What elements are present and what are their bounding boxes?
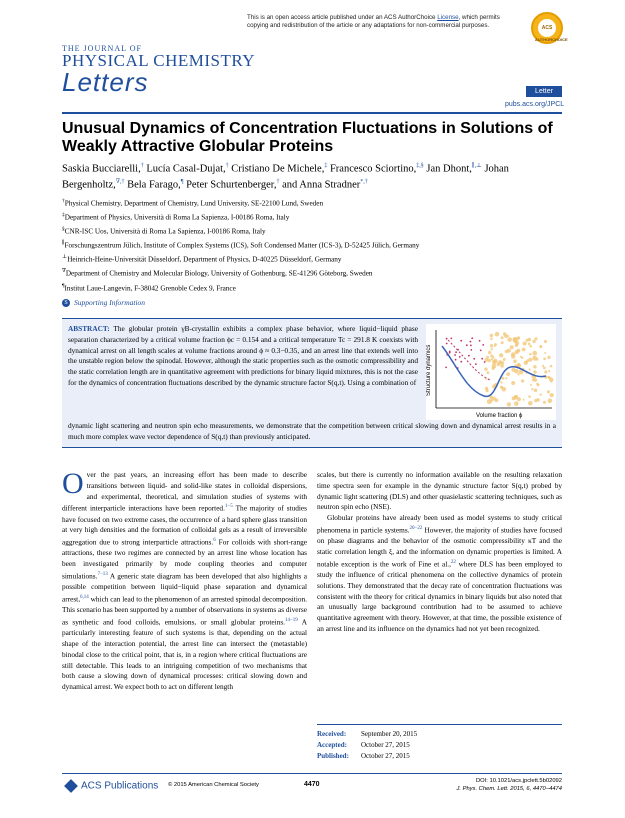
toc-dot bbox=[528, 358, 532, 362]
toc-dot bbox=[475, 363, 477, 365]
author-list bbox=[62, 160, 562, 192]
acs-authorchoice-badge bbox=[531, 12, 568, 44]
toc-dot bbox=[491, 348, 493, 350]
affiliation: ‡Department of Physics, Università di Roma La Sapienza, I-00186 Roma, Italy bbox=[62, 212, 290, 222]
toc-dot bbox=[515, 344, 518, 347]
toc-dot bbox=[490, 344, 493, 347]
toc-dot bbox=[505, 377, 507, 379]
toc-dot bbox=[481, 358, 483, 360]
toc-dot bbox=[529, 368, 531, 370]
toc-dot bbox=[532, 351, 537, 356]
affiliation: ∇Department of Chemistry and Molecular Biology, University of Gothenburg, SE-41296 Göteborg, Sweden bbox=[62, 268, 373, 278]
toc-dot bbox=[487, 371, 490, 374]
author: Johan Bergenholtz, bbox=[62, 163, 509, 191]
affiliation: ⊥Heinrich-Heine-Universität Düsseldorf, Department of Physics, D-40225 Düsseldorf, Germany bbox=[62, 254, 342, 264]
page-number: 4470 bbox=[304, 781, 320, 788]
toc-dot bbox=[495, 332, 500, 337]
toc-dot bbox=[550, 393, 554, 397]
body-column-left: Over the past years, an increasing effort has been made to describe transitions between liquid- and solid-like states in colloidal dispersions, and experimental, theoretical, and simulation studies of systems with different interparticle interactions have been reported.$^{1-5}$ The majority of studies have focused on two extreme cases, the occurrence of a hard sphere glass transition at very high densities and the formation of colloidal gels as a result of irreversible aggregation due to strong interparticle attractions.$^6$ For colloids with short-range attractions, these two regimes are connected by an arrest line whose location has been investigated primarily by mode coupling theories and computer simulations.$^{7-13}$ A generic state diagram has been developed that also highlights a possible competition between liquid−liquid phase separation and dynamical arrest,$^{6,14}$ which can lead to the phenomenon of an arrested spinodal decomposition. This scenario has been supported by a number of observations in systems as diverse as synthetic and food colloids, emulsions, or small globular proteins.$^{14-19}$ A particularly interesting feature of such systems is that, depending on the actual shape of the interaction potential, the arrest line can intersect the (metastable) binodal close to the critical point, that is, in a region where critical fluctuations are still detectable. This leads to an intriguing competition of two mechanisms that both cause a slowing down of dynamical processes: critical slowing down and dynamical arrest. We expect both to act on different length bbox=[62, 467, 307, 692]
author-affiliation-mark: *,† bbox=[360, 179, 368, 185]
footer-rule bbox=[62, 773, 562, 774]
toc-dot bbox=[547, 390, 550, 393]
toc-dot bbox=[515, 350, 519, 354]
copyright: © 2015 American Chemical Society bbox=[168, 782, 259, 788]
toc-dot bbox=[495, 398, 499, 402]
toc-dot bbox=[514, 369, 519, 374]
toc-dot bbox=[490, 338, 493, 341]
toc-dot bbox=[543, 401, 546, 404]
toc-dot bbox=[507, 335, 509, 337]
affiliation: †Physical Chemistry, Department of Chemistry, Lund University, SE-22100 Lund, Sweden bbox=[62, 198, 324, 208]
toc-dot bbox=[459, 356, 461, 358]
toc-dot bbox=[488, 351, 491, 354]
supporting-info-icon: S bbox=[62, 299, 70, 307]
toc-dot bbox=[488, 359, 491, 362]
doi[interactable]: DOI: 10.1021/acs.jpclett.5b02092 bbox=[475, 778, 562, 784]
toc-dot bbox=[446, 338, 448, 340]
toc-dot bbox=[544, 340, 547, 343]
author: Saskia Bucciarelli, bbox=[62, 163, 141, 175]
toc-dot bbox=[455, 359, 457, 361]
toc-dot bbox=[484, 367, 487, 370]
toc-dot bbox=[491, 358, 493, 360]
author-affiliation-mark: † bbox=[276, 179, 280, 185]
abstract-text-continued: dynamic light scattering and neutron spin echo measurements, we demonstrate that the competition between critical slowing down and dynamical arrest results in a much more complex wave vector dependence of S(q,t) than previously anticipated. bbox=[68, 421, 556, 441]
affiliation: ¶Institut Laue-Langevin, F-38042 Grenoble Cedex 9, France bbox=[62, 282, 236, 292]
toc-dot bbox=[501, 377, 504, 380]
toc-dot bbox=[446, 343, 448, 345]
toc-dot bbox=[492, 367, 495, 370]
toc-dot bbox=[511, 381, 515, 385]
toc-dot bbox=[466, 344, 468, 346]
header-rule bbox=[62, 112, 562, 114]
toc-dot bbox=[543, 367, 546, 370]
toc-dot bbox=[532, 379, 535, 382]
toc-dot bbox=[514, 401, 519, 406]
toc-dot bbox=[500, 381, 502, 383]
toc-dot bbox=[544, 352, 546, 354]
date-row: Accepted: October 27, 2015 bbox=[317, 741, 410, 749]
acs-hexagon-icon bbox=[64, 779, 78, 793]
toc-dot bbox=[534, 399, 537, 402]
toc-ylabel: Structure dynamics bbox=[426, 344, 432, 396]
journal-line-3: Letters bbox=[62, 67, 149, 97]
acs-publications-logo[interactable]: ACS Publications bbox=[64, 779, 158, 793]
open-access-notice: This is an open access article published under an ACS AuthorChoice License, which permits copying and redistribution of the article or any adaptations for non-commercial purposes. bbox=[247, 14, 500, 29]
toc-dot bbox=[513, 359, 517, 363]
toc-dot bbox=[528, 343, 531, 346]
toc-dot bbox=[547, 376, 549, 378]
toc-dot bbox=[529, 345, 532, 348]
toc-dot bbox=[507, 402, 511, 406]
toc-dot bbox=[526, 339, 529, 342]
drop-cap: O bbox=[62, 467, 84, 500]
toc-dot bbox=[512, 397, 516, 401]
toc-dot bbox=[470, 349, 472, 351]
date-row: Published: October 27, 2015 bbox=[317, 752, 410, 760]
author-affiliation-mark: ∇,† bbox=[115, 179, 125, 185]
doi-citation bbox=[440, 777, 562, 793]
toc-dot bbox=[533, 370, 537, 374]
toc-dot bbox=[494, 343, 497, 346]
toc-dot bbox=[471, 337, 473, 339]
date-row: Received: September 20, 2015 bbox=[317, 730, 418, 738]
author-affiliation-mark: † bbox=[140, 163, 144, 169]
toc-dot bbox=[482, 344, 484, 346]
author: and Anna Stradner bbox=[282, 179, 361, 191]
toc-dot bbox=[517, 397, 521, 401]
toc-dot bbox=[517, 373, 519, 375]
supporting-info-link[interactable]: S Supporting Information bbox=[62, 298, 145, 307]
toc-dot bbox=[543, 357, 546, 360]
license-link[interactable]: License bbox=[437, 14, 459, 21]
author: Francesco Sciortino, bbox=[329, 163, 417, 175]
toc-dot bbox=[500, 386, 503, 389]
paragraph: scales, but there is currently no information available on the resulting relaxation time spectra seen for example in the dynamic structure factor S(q,t) probed by dynamic light scattering (DLS) and other quasielastic scattering techniques, such as neutron spin echo (NSE). bbox=[317, 470, 562, 512]
toc-dot bbox=[523, 399, 525, 401]
toc-dot bbox=[503, 358, 506, 361]
author-affiliation-mark: ‡,§ bbox=[416, 163, 424, 169]
toc-dot bbox=[490, 334, 494, 338]
author: Lucía Casal-Dujat, bbox=[146, 163, 226, 175]
toc-dot bbox=[479, 340, 481, 342]
article-type-badge: Letter bbox=[526, 86, 562, 97]
abstract-text: ABSTRACT: The globular protein γB-crystallin exhibits a complex phase behavior, where liquid−liquid phase separation characterized by a critical volume fraction ϕc = 0.154 and a critical temperature Tc = 291.8 K coexists with dynamical arrest on all length scales at volume fractions around ϕ ≈ 0.3−0.35, and an arrest line that extends well into the unstable region below the spinodal. However, although the static properties such as the osmotic compressibility and the static correlation length are in quantitative agreement with predictions for binary liquid mixtures, this is not the case for the dynamics of concentration fluctuations described by the dynamic structure factor S(q,t). Using a combination of bbox=[68, 324, 418, 387]
toc-dot bbox=[536, 383, 539, 386]
toc-dot bbox=[450, 338, 452, 340]
toc-dot bbox=[505, 350, 509, 354]
toc-dot bbox=[484, 361, 486, 363]
toc-dot bbox=[445, 367, 447, 369]
author: Bela Farago, bbox=[127, 179, 181, 191]
toc-dot bbox=[454, 354, 456, 356]
article-dates bbox=[317, 724, 562, 762]
toc-dot bbox=[533, 365, 537, 369]
toc-dot bbox=[503, 332, 506, 335]
citation: J. Phys. Chem. Lett. 2015, 6, 4470−4474 bbox=[456, 786, 562, 792]
toc-dot bbox=[547, 356, 550, 359]
toc-dot bbox=[499, 353, 503, 357]
toc-dot bbox=[460, 340, 462, 342]
badge-text: ACS bbox=[538, 19, 556, 37]
toc-dot bbox=[529, 353, 532, 356]
toc-dot bbox=[548, 398, 553, 403]
author-affiliation-mark: ‡ bbox=[324, 163, 328, 169]
toc-dot bbox=[510, 345, 514, 349]
journal-line-1: THE JOURNAL OF bbox=[62, 44, 142, 53]
journal-url[interactable]: pubs.acs.org/JPCL bbox=[505, 101, 565, 108]
toc-dot bbox=[542, 365, 544, 367]
toc-dot bbox=[473, 358, 475, 360]
author-affiliation-mark: ¶ bbox=[180, 179, 184, 185]
affiliation: §CNR-ISC Uos, Università di Roma La Sapienza, I-00186 Roma, Italy bbox=[62, 226, 266, 236]
toc-dot bbox=[550, 365, 553, 368]
toc-graphic-svg bbox=[426, 324, 556, 420]
toc-dot bbox=[470, 345, 472, 347]
toc-dot bbox=[513, 337, 518, 342]
toc-dot bbox=[468, 355, 470, 357]
toc-xlabel: Volume fraction ϕ bbox=[476, 413, 523, 419]
toc-dot bbox=[540, 394, 542, 396]
toc-dot bbox=[470, 341, 472, 343]
author-affiliation-mark: ∥,⊥ bbox=[471, 163, 482, 169]
paragraph: Globular proteins have already been used as model systems to study critical phenomena in particle systems.$^{20-22}$ However, the majority of studies have focused on phase diagrams and the behavior of the osmotic compressibility κT and the static correlation length ξ, and the information on dynamic properties is limited. A notable exception is the work of Fine et al.,$^{22}$ where DLS has been employed to study the influence of critical phenomena on the collective dynamics of protein solutions. They demonstrated that the decay rate of concentration fluctuations was consistent with the theory for critical dynamics in binary liquids but also noted that an unusually large background contribution had to be assumed to achieve quantitative agreement with theory. However, at that time, the possible existence of an arrest line and its influence on the dynamics had not yet been recognized. bbox=[317, 513, 563, 633]
toc-dot bbox=[486, 389, 489, 392]
article-title: Unusual Dynamics of Concentration Fluctuations in Solutions of Weakly Attractive Globular Proteins bbox=[62, 120, 553, 155]
toc-graphic bbox=[426, 324, 556, 420]
author-affiliation-mark: † bbox=[225, 163, 229, 169]
toc-dot bbox=[455, 351, 457, 353]
toc-dot bbox=[449, 352, 451, 354]
toc-dot bbox=[548, 370, 550, 372]
badge-ribbon: AUTHORCHOICE bbox=[535, 37, 568, 42]
journal-logo bbox=[62, 44, 255, 95]
toc-dot bbox=[511, 354, 515, 358]
toc-dot bbox=[531, 388, 533, 390]
toc-dot bbox=[506, 372, 510, 376]
toc-dot bbox=[539, 345, 542, 348]
toc-dot bbox=[534, 337, 537, 340]
toc-dot bbox=[521, 379, 524, 382]
toc-dot bbox=[528, 401, 533, 406]
toc-dot bbox=[550, 380, 552, 382]
toc-dot bbox=[515, 395, 517, 397]
toc-dot bbox=[544, 370, 547, 373]
toc-dot bbox=[500, 361, 502, 363]
author: Peter Schurtenberger, bbox=[186, 179, 277, 191]
toc-dot bbox=[530, 384, 532, 386]
toc-dot bbox=[480, 350, 482, 352]
toc-dot bbox=[501, 336, 504, 339]
toc-dot bbox=[492, 356, 494, 358]
toc-dot bbox=[528, 395, 531, 398]
journal-line-2: PHYSICAL CHEMISTRY bbox=[62, 51, 256, 70]
author: Jan Dhont, bbox=[426, 163, 472, 175]
toc-dot bbox=[533, 356, 535, 358]
abstract-lead: ABSTRACT: bbox=[68, 324, 110, 333]
affiliation: ∥Forschungszentrum Jülich, Institute of Complex Systems (ICS), Soft Condensed Matter (ICS-3), D-52425 Jülich, Germany bbox=[62, 240, 420, 250]
toc-dot bbox=[493, 359, 498, 364]
toc-dot bbox=[507, 337, 512, 342]
toc-dot bbox=[520, 356, 522, 358]
affiliation-list bbox=[62, 196, 562, 295]
author: Cristiano De Michele, bbox=[231, 163, 325, 175]
toc-dot bbox=[501, 341, 504, 344]
toc-dot bbox=[523, 341, 527, 345]
body-column-right bbox=[317, 470, 562, 635]
toc-dot bbox=[534, 389, 538, 393]
toc-dot bbox=[460, 361, 462, 363]
toc-dot bbox=[522, 348, 526, 352]
